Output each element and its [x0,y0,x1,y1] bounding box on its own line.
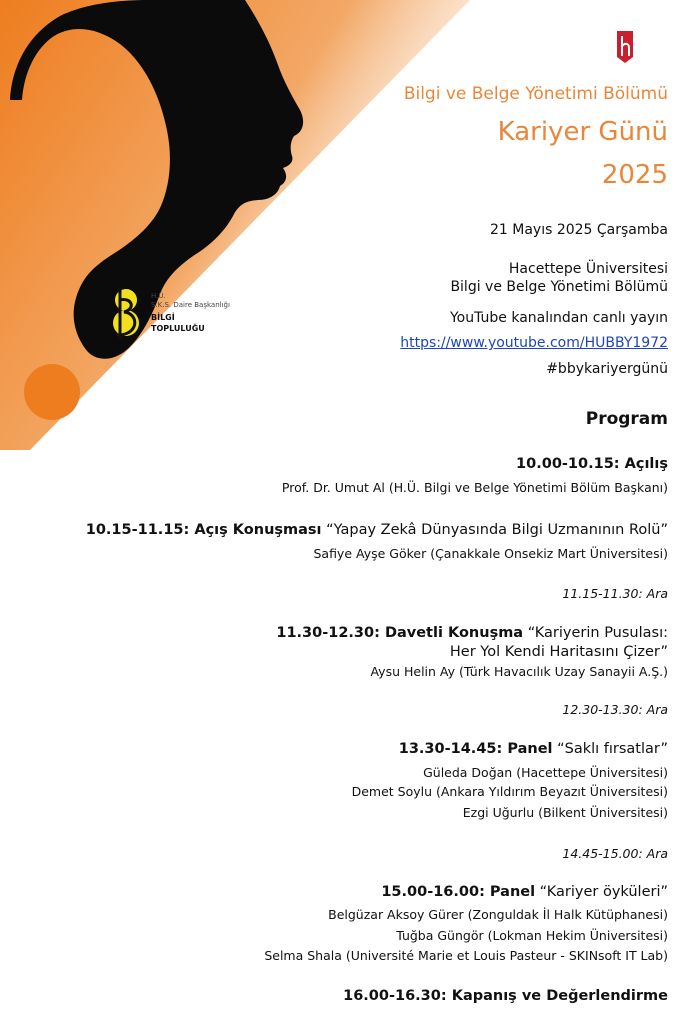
break-2: 12.30-13.30: Ara [562,702,668,717]
session-time: 13.30-14.45: Panel [398,741,553,757]
session-panel-2 [381,884,668,900]
club-logo-line3: BİLGİ [151,313,175,322]
session-title: “Yapay Zekâ Dünyasında Bilgi Uzmanının Rolü” [321,522,668,538]
venue-line1: Hacettepe Üniversitesi [508,261,668,277]
session-title: “Kariyerin Pusulası: [523,625,668,641]
session-closing [343,988,668,1004]
speaker: Safiye Ayşe Göker (Çanakkale Onsekiz Mart Üniversitesi) [313,546,668,561]
panelist: Belgüzar Aksoy Gürer (Zonguldak İl Halk Kütüphanesi) [328,907,668,922]
hashtag: #bbykariyergünü [546,361,668,377]
break-3: 14.45-15.00: Ara [562,846,668,861]
session-invited-talk [276,625,668,641]
department-name: Bilgi ve Belge Yönetimi Bölümü [403,84,668,104]
stream-note: YouTube kanalından canlı yayın [449,310,668,326]
club-logo-line4: TOPLULUĞU [151,324,205,333]
program-heading: Program [585,409,668,429]
event-year: 2025 [601,160,668,190]
session-opening [516,456,668,472]
speaker: Aysu Helin Ay (Türk Havacılık Uzay Sanayii A.Ş.) [370,664,668,679]
panelist: Tuğba Güngör (Lokman Hekim Üniversitesi) [396,928,668,943]
panelist: Selma Shala (Université Marie et Louis Pasteur - SKINsoft IT Lab) [264,948,668,963]
session-keynote [86,522,668,538]
panelist: Güleda Doğan (Hacettepe Üniversitesi) [423,765,668,780]
bilgi-toplulugu-mark-icon [112,283,148,343]
event-date: 21 Mayıs 2025 Çarşamba [489,222,668,238]
venue-line2: Bilgi ve Belge Yönetimi Bölümü [450,279,668,295]
session-time: 16.00-16.30: Kapanış ve Değerlendirme [343,988,668,1004]
bilgi-toplulugu-logo [112,283,242,345]
hacettepe-logo-icon [614,29,636,65]
session-panel-1 [399,741,668,757]
club-logo-line2: S.K.S. Daire Başkanlığı [151,301,230,309]
club-logo-line1: H.Ü. [151,292,166,300]
panelist: Demet Soylu (Ankara Yıldırım Beyazıt Üniversitesi) [351,784,668,799]
session-title: “Saklı fırsatlar” [552,741,668,757]
session-title-line2: Her Yol Kendi Haritasını Çizer” [449,644,668,660]
session-time: 15.00-16.00: Panel [381,884,536,900]
session-time: 10.15-11.15: Açış Konuşması [85,522,322,538]
session-title: “Kariyer öyküleri” [535,884,668,900]
event-title: Kariyer Günü [497,117,668,147]
break-1: 11.15-11.30: Ara [562,586,668,601]
panelist: Ezgi Uğurlu (Bilkent Üniversitesi) [462,805,668,820]
session-time: 10.00-10.15: Açılış [516,456,668,472]
youtube-link[interactable]: https://www.youtube.com/HUBBY1972 [400,335,668,351]
session-time: 11.30-12.30: Davetli Konuşma [276,625,524,641]
question-mark-dot [24,364,80,420]
speaker: Prof. Dr. Umut Al (H.Ü. Bilgi ve Belge Yönetimi Bölüm Başkanı) [281,480,668,495]
